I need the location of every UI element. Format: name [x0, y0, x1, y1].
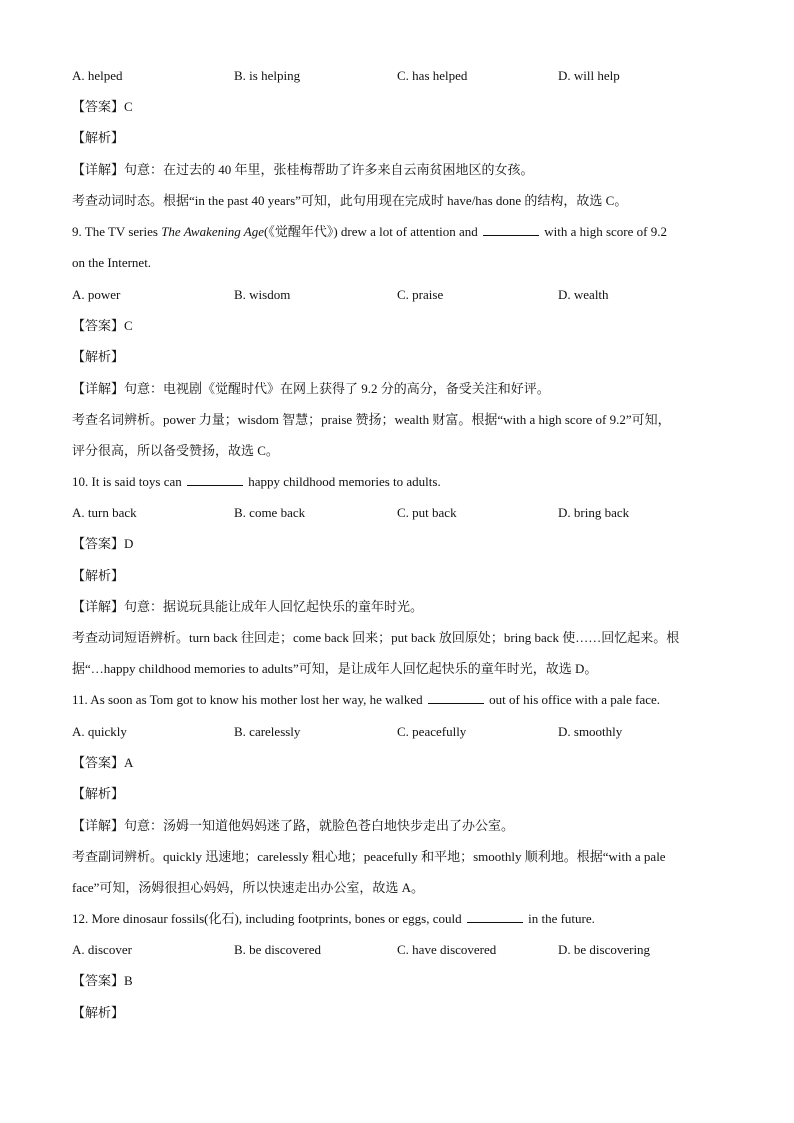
q9-answer: 【答案】C: [72, 318, 133, 333]
q11-answer: 【答案】A: [72, 755, 134, 770]
q12-answer: 【答案】B: [72, 973, 133, 988]
q8-option-d: D. will help: [558, 68, 620, 83]
q8-analysis-heading: 【解析】: [72, 130, 125, 145]
q9-blank: [483, 223, 539, 236]
q11-stem: [72, 691, 724, 709]
q10-stem-end: happy childhood memories to adults.: [248, 474, 441, 489]
q11-explanation-1: 考查副词辨析。quickly 迅速地；carelessly 粗心地；peacefully 和平地；smoothly 顺利地。根据“with a pale: [72, 849, 666, 864]
q10-explanation-2: 据“…happy childhood memories to adults”可知，是让成年人回忆起快乐的童年时光，故选 D。: [72, 661, 598, 676]
q10-option-d: D. bring back: [558, 505, 630, 520]
q12-analysis-heading: 【解析】: [72, 1005, 125, 1020]
q11-detail: 【详解】句意：汤姆一知道他妈妈迷了路，就脸色苍白地快步走出了办公室。: [72, 818, 515, 833]
q10-answer: 【答案】D: [72, 536, 134, 551]
q11-analysis-heading: 【解析】: [72, 786, 125, 801]
q10-option-b: B. come back: [234, 505, 306, 520]
q10-detail: 【详解】句意：据说玩具能让成年人回忆起快乐的童年时光。: [72, 599, 424, 614]
q11-option-d: D. smoothly: [558, 724, 623, 739]
q8-option-c: C. has helped: [397, 68, 468, 83]
q12-option-b: B. be discovered: [234, 942, 322, 957]
q8-option-b: B. is helping: [234, 68, 301, 83]
q10-option-c: C. put back: [397, 505, 457, 520]
q9-explanation-2: 评分很高，所以备受赞扬，故选 C。: [72, 443, 279, 458]
q10-stem-start: 10. It is said toys can: [72, 474, 182, 489]
q12-stem-end: in the future.: [528, 911, 595, 926]
q11-stem-end: out of his office with a pale face.: [489, 692, 661, 707]
q8-explanation: 考查动词时态。根据“in the past 40 years”可知，此句用现在完成时 have/has done 的结构，故选 C。: [72, 193, 628, 208]
q9-stem: [72, 223, 724, 241]
q9-stem-start: 9. The TV series: [72, 224, 162, 239]
q9-option-d: D. wealth: [558, 287, 609, 302]
q8-answer: 【答案】C: [72, 99, 133, 114]
q9-option-a: A. power: [72, 287, 121, 302]
q9-title: The Awakening Age: [161, 224, 264, 239]
q8-detail: 【详解】句意：在过去的 40 年里，张桂梅帮助了许多来自云南贫困地区的女孩。: [72, 162, 534, 177]
q9-stem-middle: (《觉醒年代》) drew a lot of attention and: [263, 224, 478, 239]
q11-option-b: B. carelessly: [234, 724, 301, 739]
q12-option-a: A. discover: [72, 942, 132, 957]
q9-option-b: B. wisdom: [234, 287, 291, 302]
q9-detail: 【详解】句意：电视剧《觉醒时代》在网上获得了 9.2 分的高分，备受关注和好评。: [72, 381, 550, 396]
q11-blank: [428, 691, 484, 704]
q10-option-a: A. turn back: [72, 505, 137, 520]
q12-option-c: C. have discovered: [397, 942, 497, 957]
q9-analysis-heading: 【解析】: [72, 349, 125, 364]
q11-option-a: A. quickly: [72, 724, 127, 739]
q9-option-c: C. praise: [397, 287, 444, 302]
q10-explanation-1: 考查动词短语辨析。turn back 往回走；come back 回来；put back 放回原处；bring back 使……回忆起来。根: [72, 630, 680, 645]
q9-explanation-1: 考查名词辨析。power 力量；wisdom 智慧；praise 赞扬；wealth 财富。根据“with a high score of 9.2”可知，: [72, 412, 671, 427]
q9-stem-end: with a high score of 9.2: [544, 224, 667, 239]
q12-blank: [467, 910, 523, 923]
q11-explanation-2: face”可知，汤姆很担心妈妈，所以快速走出办公室，故选 A。: [72, 880, 425, 895]
q11-option-c: C. peacefully: [397, 724, 467, 739]
q9-stem-line2: on the Internet.: [72, 255, 152, 270]
q10-analysis-heading: 【解析】: [72, 568, 125, 583]
q10-stem: [72, 473, 724, 491]
q8-option-a: A. helped: [72, 68, 123, 83]
q12-option-d: D. be discovering: [558, 942, 651, 957]
q10-blank: [187, 473, 243, 486]
q12-stem: [72, 910, 724, 928]
q12-stem-start: 12. More dinosaur fossils(化石), including footprints, bones or eggs, could: [72, 911, 462, 926]
q11-stem-start: 11. As soon as Tom got to know his mother lost her way, he walked: [72, 692, 423, 707]
